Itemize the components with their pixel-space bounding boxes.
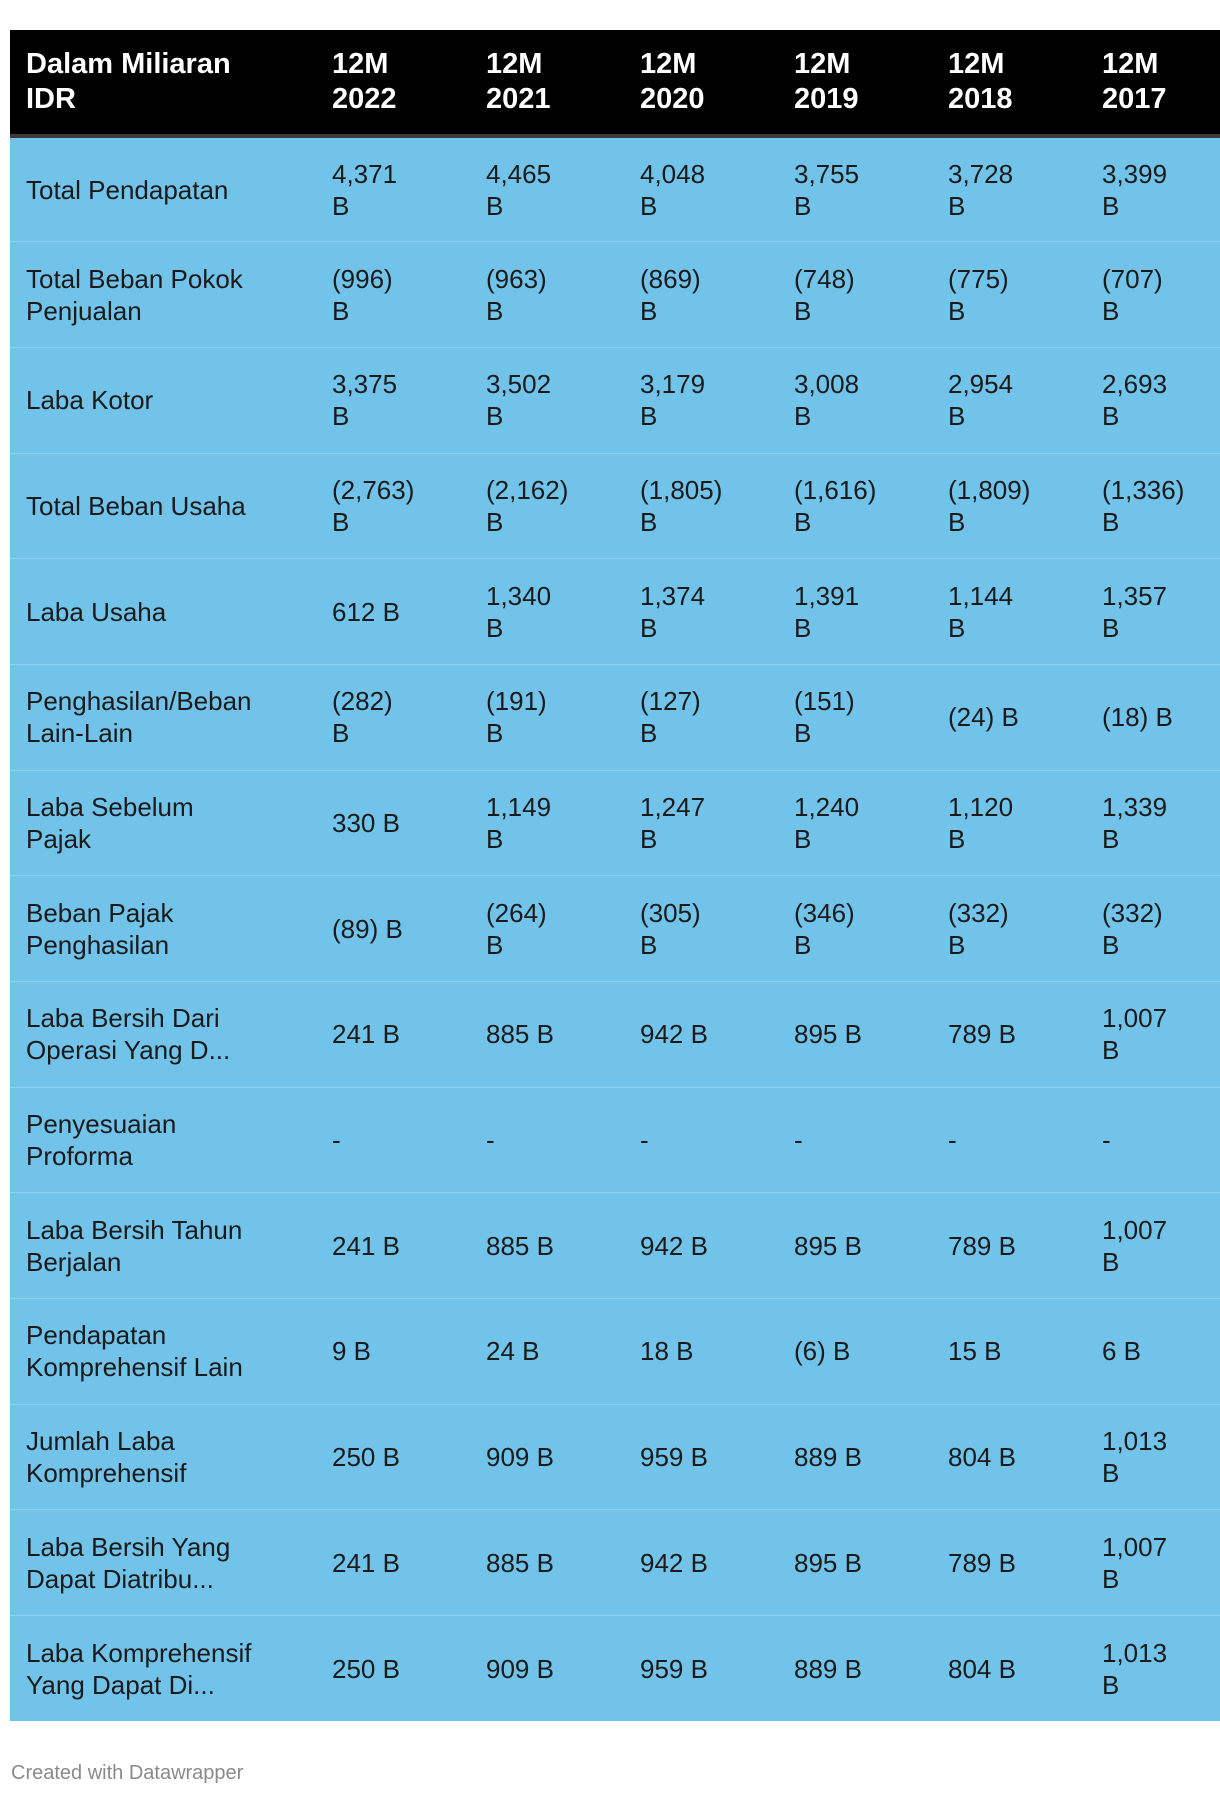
row-label: Laba Bersih Yang Dapat Diatribu... — [10, 1510, 316, 1616]
table-row — [10, 770, 1220, 876]
table-row — [10, 1404, 1220, 1510]
value-cell: - — [316, 1087, 470, 1193]
value-cell: 789 B — [932, 1510, 1086, 1616]
value-cell: 2,693 B — [1086, 347, 1220, 453]
table-row — [10, 1087, 1220, 1193]
table-row — [10, 982, 1220, 1088]
value-cell: (996) B — [316, 242, 470, 348]
table-row — [10, 136, 1220, 242]
value-cell: 1,007 B — [1086, 1510, 1220, 1616]
value-cell: (18) B — [1086, 664, 1220, 770]
row-label: Laba Bersih Dari Operasi Yang D... — [10, 982, 316, 1088]
value-cell: 612 B — [316, 559, 470, 665]
row-label: Laba Komprehensif Yang Dapat Di... — [10, 1616, 316, 1722]
column-header-period[interactable]: 12M 2018 — [932, 30, 1086, 136]
row-label: Jumlah Laba Komprehensif — [10, 1404, 316, 1510]
row-label: Beban Pajak Penghasilan — [10, 876, 316, 982]
value-cell: 942 B — [624, 982, 778, 1088]
table-header — [10, 30, 1220, 136]
value-cell: 330 B — [316, 770, 470, 876]
value-cell: 895 B — [778, 982, 932, 1088]
column-header-label[interactable]: Dalam Miliaran IDR — [10, 30, 316, 136]
table-row — [10, 1616, 1220, 1722]
value-cell: 959 B — [624, 1404, 778, 1510]
row-label: Total Beban Pokok Penjualan — [10, 242, 316, 348]
value-cell: - — [932, 1087, 1086, 1193]
value-cell: 1,374 B — [624, 559, 778, 665]
value-cell: 885 B — [470, 982, 624, 1088]
value-cell: (2,763) B — [316, 453, 470, 559]
table-body — [10, 136, 1220, 1721]
value-cell: 1,357 B — [1086, 559, 1220, 665]
value-cell: 241 B — [316, 1193, 470, 1299]
value-cell: 3,375 B — [316, 347, 470, 453]
value-cell: (1,809) B — [932, 453, 1086, 559]
row-label: Laba Sebelum Pajak — [10, 770, 316, 876]
table-row — [10, 1299, 1220, 1405]
value-cell: (332) B — [932, 876, 1086, 982]
value-cell: 3,728 B — [932, 136, 1086, 242]
value-cell: 1,144 B — [932, 559, 1086, 665]
value-cell: (282) B — [316, 664, 470, 770]
value-cell: 1,007 B — [1086, 1193, 1220, 1299]
value-cell: 889 B — [778, 1404, 932, 1510]
value-cell: (127) B — [624, 664, 778, 770]
value-cell: - — [778, 1087, 932, 1193]
column-header-period[interactable]: 12M 2017 — [1086, 30, 1220, 136]
value-cell: 909 B — [470, 1616, 624, 1722]
value-cell: 9 B — [316, 1299, 470, 1405]
value-cell: 885 B — [470, 1510, 624, 1616]
row-label: Laba Kotor — [10, 347, 316, 453]
value-cell: (963) B — [470, 242, 624, 348]
value-cell: 1,240 B — [778, 770, 932, 876]
value-cell: 3,399 B — [1086, 136, 1220, 242]
datawrapper-credit[interactable]: Created with Datawrapper — [11, 1762, 244, 1784]
value-cell: 1,013 B — [1086, 1404, 1220, 1510]
value-cell: (775) B — [932, 242, 1086, 348]
value-cell: 895 B — [778, 1193, 932, 1299]
value-cell: 3,755 B — [778, 136, 932, 242]
value-cell: (2,162) B — [470, 453, 624, 559]
table-row — [10, 242, 1220, 348]
value-cell: (1,336) B — [1086, 453, 1220, 559]
value-cell: 804 B — [932, 1404, 1086, 1510]
value-cell: 959 B — [624, 1616, 778, 1722]
value-cell: 2,954 B — [932, 347, 1086, 453]
value-cell: (305) B — [624, 876, 778, 982]
value-cell: 1,339 B — [1086, 770, 1220, 876]
row-label: Total Beban Usaha — [10, 453, 316, 559]
row-label: Penyesuaian Proforma — [10, 1087, 316, 1193]
value-cell: (191) B — [470, 664, 624, 770]
value-cell: - — [470, 1087, 624, 1193]
value-cell: 889 B — [778, 1616, 932, 1722]
value-cell: 1,247 B — [624, 770, 778, 876]
value-cell: 3,008 B — [778, 347, 932, 453]
value-cell: (869) B — [624, 242, 778, 348]
column-header-period[interactable]: 12M 2021 — [470, 30, 624, 136]
header-row — [10, 30, 1220, 136]
value-cell: 4,048 B — [624, 136, 778, 242]
value-cell: (6) B — [778, 1299, 932, 1405]
value-cell: 885 B — [470, 1193, 624, 1299]
value-cell: 942 B — [624, 1510, 778, 1616]
value-cell: 15 B — [932, 1299, 1086, 1405]
value-cell: 18 B — [624, 1299, 778, 1405]
value-cell: 789 B — [932, 1193, 1086, 1299]
value-cell: 1,340 B — [470, 559, 624, 665]
value-cell: 1,013 B — [1086, 1616, 1220, 1722]
value-cell: (89) B — [316, 876, 470, 982]
table-row — [10, 1510, 1220, 1616]
row-label: Laba Bersih Tahun Berjalan — [10, 1193, 316, 1299]
value-cell: (346) B — [778, 876, 932, 982]
table-row — [10, 876, 1220, 982]
value-cell: 3,502 B — [470, 347, 624, 453]
value-cell: 6 B — [1086, 1299, 1220, 1405]
column-header-period[interactable]: 12M 2019 — [778, 30, 932, 136]
value-cell: - — [1086, 1087, 1220, 1193]
value-cell: 942 B — [624, 1193, 778, 1299]
value-cell: 4,371 B — [316, 136, 470, 242]
value-cell: 1,007 B — [1086, 982, 1220, 1088]
value-cell: 24 B — [470, 1299, 624, 1405]
value-cell: 250 B — [316, 1616, 470, 1722]
table-row — [10, 453, 1220, 559]
table-row — [10, 664, 1220, 770]
value-cell: (24) B — [932, 664, 1086, 770]
value-cell: 789 B — [932, 982, 1086, 1088]
value-cell: (748) B — [778, 242, 932, 348]
column-header-period[interactable]: 12M 2020 — [624, 30, 778, 136]
financial-table — [10, 30, 1220, 1721]
row-label: Penghasilan/Beban Lain-Lain — [10, 664, 316, 770]
table-row — [10, 347, 1220, 453]
row-label: Pendapatan Komprehensif Lain — [10, 1299, 316, 1405]
value-cell: - — [624, 1087, 778, 1193]
row-label: Total Pendapatan — [10, 136, 316, 242]
value-cell: 804 B — [932, 1616, 1086, 1722]
value-cell: (332) B — [1086, 876, 1220, 982]
value-cell: 4,465 B — [470, 136, 624, 242]
value-cell: 241 B — [316, 982, 470, 1088]
value-cell: 3,179 B — [624, 347, 778, 453]
value-cell: (1,616) B — [778, 453, 932, 559]
value-cell: (264) B — [470, 876, 624, 982]
value-cell: 895 B — [778, 1510, 932, 1616]
value-cell: 250 B — [316, 1404, 470, 1510]
row-label: Laba Usaha — [10, 559, 316, 665]
financial-table-container — [10, 30, 1210, 1721]
value-cell: (707) B — [1086, 242, 1220, 348]
value-cell: 241 B — [316, 1510, 470, 1616]
table-row — [10, 559, 1220, 665]
value-cell: (1,805) B — [624, 453, 778, 559]
column-header-period[interactable]: 12M 2022 — [316, 30, 470, 136]
table-row — [10, 1193, 1220, 1299]
value-cell: 1,149 B — [470, 770, 624, 876]
value-cell: 909 B — [470, 1404, 624, 1510]
value-cell: 1,120 B — [932, 770, 1086, 876]
value-cell: 1,391 B — [778, 559, 932, 665]
value-cell: (151) B — [778, 664, 932, 770]
